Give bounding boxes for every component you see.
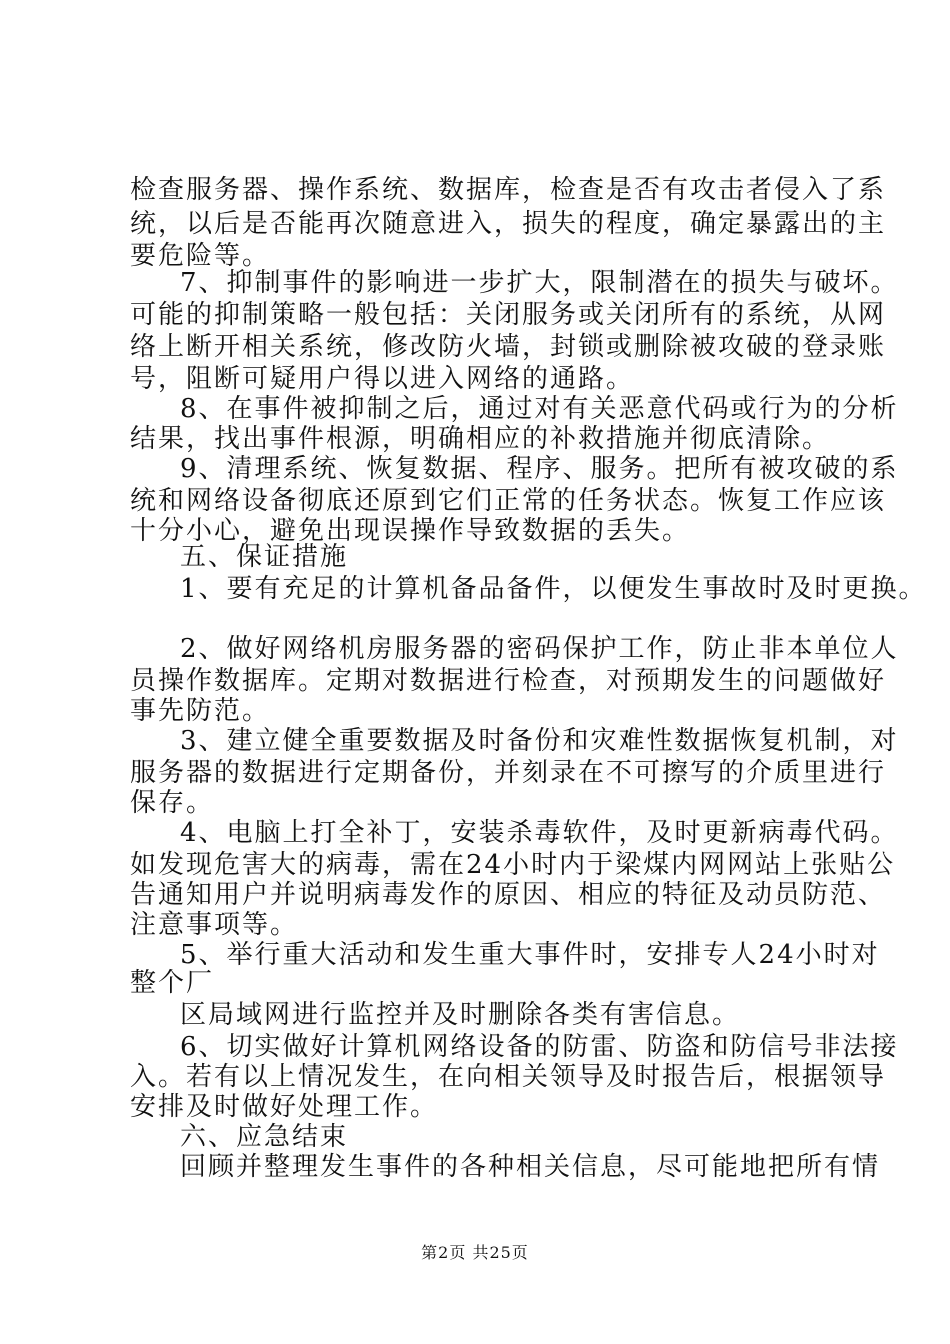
text-line: 服务器的数据进行定期备份，并刻录在不可擦写的介质里进行: [130, 758, 887, 788]
text-line: 入。若有以上情况发生，在向相关领导及时报告后，根据领导: [130, 1062, 887, 1092]
text-line: 2、做好网络机房服务器的密码保护工作，防止非本单位人: [180, 634, 899, 664]
section-heading: 六、应急结束: [180, 1122, 349, 1152]
text-line: 络上断开相关系统，修改防火墙，封锁或删除被攻破的登录账: [130, 332, 887, 362]
text-line: 如发现危害大的病毒，需在24小时内于梁煤内网网站上张贴公: [130, 850, 896, 880]
text-line: 6、切实做好计算机网络设备的防雷、防盗和防信号非法接: [180, 1032, 899, 1062]
text-line: 要危险等。: [130, 241, 271, 271]
page-number-footer: 第2页 共25页: [421, 1243, 529, 1262]
text-line: 3、建立健全重要数据及时备份和灾难性数据恢复机制，对: [180, 726, 899, 756]
text-line: 员操作数据库。定期对数据进行检查，对预期发生的问题做好: [130, 666, 887, 696]
text-line: 安排及时做好处理工作。: [130, 1092, 439, 1122]
text-line: 十分小心，避免出现误操作导致数据的丢失。: [130, 516, 691, 546]
text-line: 统，以后是否能再次随意进入，损失的程度，确定暴露出的主: [130, 209, 887, 239]
text-line: 统和网络设备彻底还原到它们正常的任务状态。恢复工作应该: [130, 486, 887, 516]
text-line: 告通知用户并说明病毒发作的原因、相应的特征及动员防范、: [130, 880, 887, 910]
text-line: 注意事项等。: [130, 910, 299, 940]
section-heading: 五、保证措施: [180, 542, 349, 572]
text-line: 8、在事件被抑制之后，通过对有关恶意代码或行为的分析: [180, 394, 899, 424]
text-line: 整个厂: [130, 968, 215, 998]
text-line: 事先防范。: [130, 696, 271, 726]
text-line: 9、清理系统、恢复数据、程序、服务。把所有被攻破的系: [180, 454, 899, 484]
text-line: 1、要有充足的计算机备品备件，以便发生事故时及时更换。: [180, 574, 927, 604]
text-line: 保存。: [130, 788, 215, 818]
text-line: 结果，找出事件根源，明确相应的补救措施并彻底清除。: [130, 424, 831, 454]
text-line: 7、抑制事件的影响进一步扩大，限制潜在的损失与破坏。: [180, 268, 899, 298]
text-line: 号，阻断可疑用户得以进入网络的通路。: [130, 364, 635, 394]
text-line: 区局域网进行监控并及时删除各类有害信息。: [180, 1000, 741, 1030]
text-line: 回顾并整理发生事件的各种相关信息，尽可能地把所有情: [180, 1152, 881, 1182]
text-line: 可能的抑制策略一般包括：关闭服务或关闭所有的系统，从网: [130, 300, 887, 330]
text-line: 检查服务器、操作系统、数据库，检查是否有攻击者侵入了系: [130, 175, 887, 205]
text-line: 4、电脑上打全补丁，安装杀毒软件，及时更新病毒代码。: [180, 818, 899, 848]
text-line: 5、举行重大活动和发生重大事件时，安排专人24小时对: [180, 940, 880, 970]
